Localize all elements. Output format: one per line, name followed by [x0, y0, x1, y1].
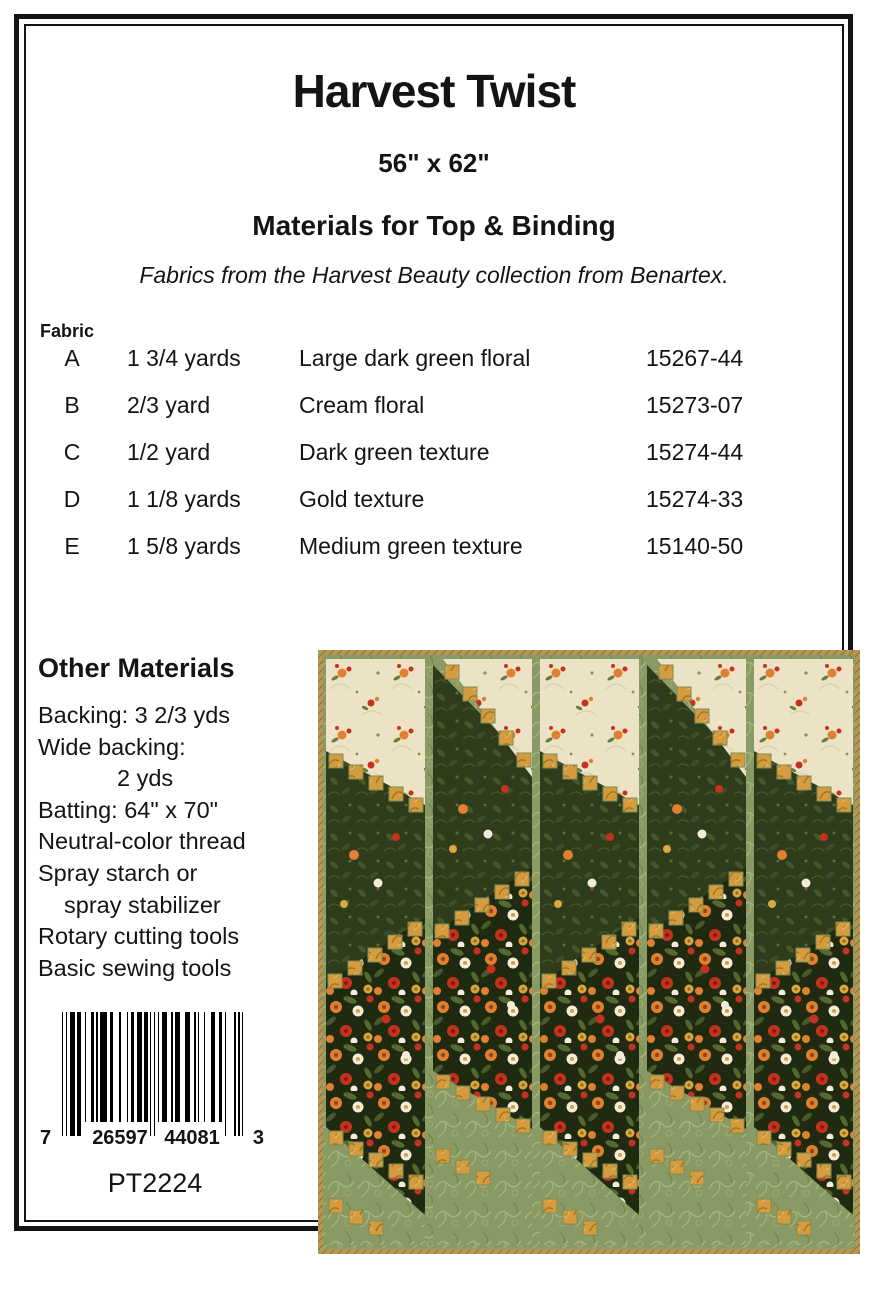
fabric-description: Medium green texture [299, 533, 523, 559]
barcode-bar [96, 1012, 97, 1122]
quilt-photo [318, 650, 860, 1254]
fabric-sku: 15267-44 [646, 345, 744, 371]
other-material-item: Spray starch or [38, 859, 198, 886]
fabric-table [0, 345, 820, 580]
other-material-item: 2 yds [117, 765, 174, 792]
fabric-yardage: 2/3 yard [127, 392, 211, 418]
barcode-bar [198, 1012, 199, 1122]
barcode-bar [150, 1012, 151, 1136]
barcode-bar [234, 1012, 235, 1136]
fabric-description: Large dark green floral [299, 345, 531, 371]
barcode-bar [238, 1012, 239, 1136]
barcode-bar [158, 1012, 159, 1122]
fabric-yardage: 1 5/8 yards [127, 533, 241, 559]
barcode-bar [211, 1012, 214, 1122]
fabric-yardage: 1 1/8 yards [127, 486, 241, 512]
fabric-letter: A [64, 345, 80, 371]
fabric-sku: 15274-33 [646, 486, 744, 512]
barcode-bars [62, 1012, 244, 1136]
barcode-digit-group: 7 [40, 1127, 52, 1149]
barcode-bar [242, 1012, 243, 1136]
other-material-item: spray stabilizer [64, 891, 221, 918]
fabric-row [0, 345, 820, 392]
barcode-digit-group: 26597 [92, 1127, 148, 1149]
other-material-item: Basic sewing tools [38, 954, 232, 981]
fabric-letter: B [64, 392, 80, 418]
quilt-column [433, 659, 532, 1245]
other-material-item: Rotary cutting tools [38, 923, 240, 950]
barcode-bar [154, 1012, 155, 1136]
barcode-bar [204, 1012, 205, 1122]
barcode-bar [131, 1012, 134, 1122]
fabric-letter: C [63, 439, 81, 465]
other-materials-list [38, 700, 308, 984]
barcode-digit-group: 44081 [164, 1127, 220, 1149]
other-material-item: Neutral-color thread [38, 828, 246, 855]
fabric-sku: 15274-44 [646, 439, 744, 465]
barcode-bar [127, 1012, 128, 1122]
other-material-item: Batting: 64" x 70" [38, 796, 218, 823]
materials-heading: Materials for Top & Binding [252, 210, 616, 241]
quilt-column [540, 659, 639, 1245]
barcode-bar [66, 1012, 67, 1136]
fabric-letter: D [63, 486, 81, 512]
pattern-number: PT2224 [107, 1168, 203, 1198]
upc-barcode [40, 1005, 266, 1157]
barcode-bar [110, 1012, 113, 1122]
barcode-digit-group: 3 [252, 1127, 264, 1149]
fabric-row [0, 533, 820, 580]
barcode-bar [85, 1012, 86, 1122]
barcode-bar [70, 1012, 75, 1136]
fabric-table-header: Fabric [40, 321, 95, 341]
barcode-bar [171, 1012, 172, 1122]
quilt-column [754, 659, 853, 1245]
barcode-bar [185, 1012, 190, 1122]
quilt-column [326, 659, 425, 1245]
fabric-description: Dark green texture [299, 439, 490, 465]
fabric-sku: 15140-50 [646, 533, 744, 559]
barcode-bar [119, 1012, 120, 1122]
barcode-bar [219, 1012, 222, 1122]
other-materials-heading: Other Materials [38, 653, 235, 683]
quilt-column [647, 659, 746, 1245]
page-title: Harvest Twist [292, 65, 576, 117]
fabric-row [0, 392, 820, 439]
barcode-bar [62, 1012, 63, 1136]
barcode-bar [225, 1012, 226, 1136]
barcode-bar [91, 1012, 94, 1122]
fabric-yardage: 1/2 yard [127, 439, 211, 465]
fabric-row [0, 439, 820, 486]
fabric-letter: E [64, 533, 80, 559]
barcode-bar [162, 1012, 167, 1122]
fabric-description: Cream floral [299, 392, 425, 418]
fabric-yardage: 1 3/4 yards [127, 345, 241, 371]
barcode-bar [194, 1012, 195, 1122]
quilt-size: 56" x 62" [378, 148, 490, 178]
barcode-bar [137, 1012, 142, 1122]
other-material-item: Wide backing: [38, 733, 186, 760]
fabric-description: Gold texture [299, 486, 425, 512]
barcode-bar [77, 1012, 80, 1136]
barcode-bar [144, 1012, 147, 1122]
fabric-row [0, 486, 820, 533]
barcode-bar [175, 1012, 180, 1122]
collection-note: Fabrics from the Harvest Beauty collection from Benartex. [139, 262, 729, 288]
fabric-sku: 15273-07 [646, 392, 744, 418]
other-material-item: Backing: 3 2/3 yds [38, 702, 231, 728]
barcode-bar [100, 1012, 107, 1122]
